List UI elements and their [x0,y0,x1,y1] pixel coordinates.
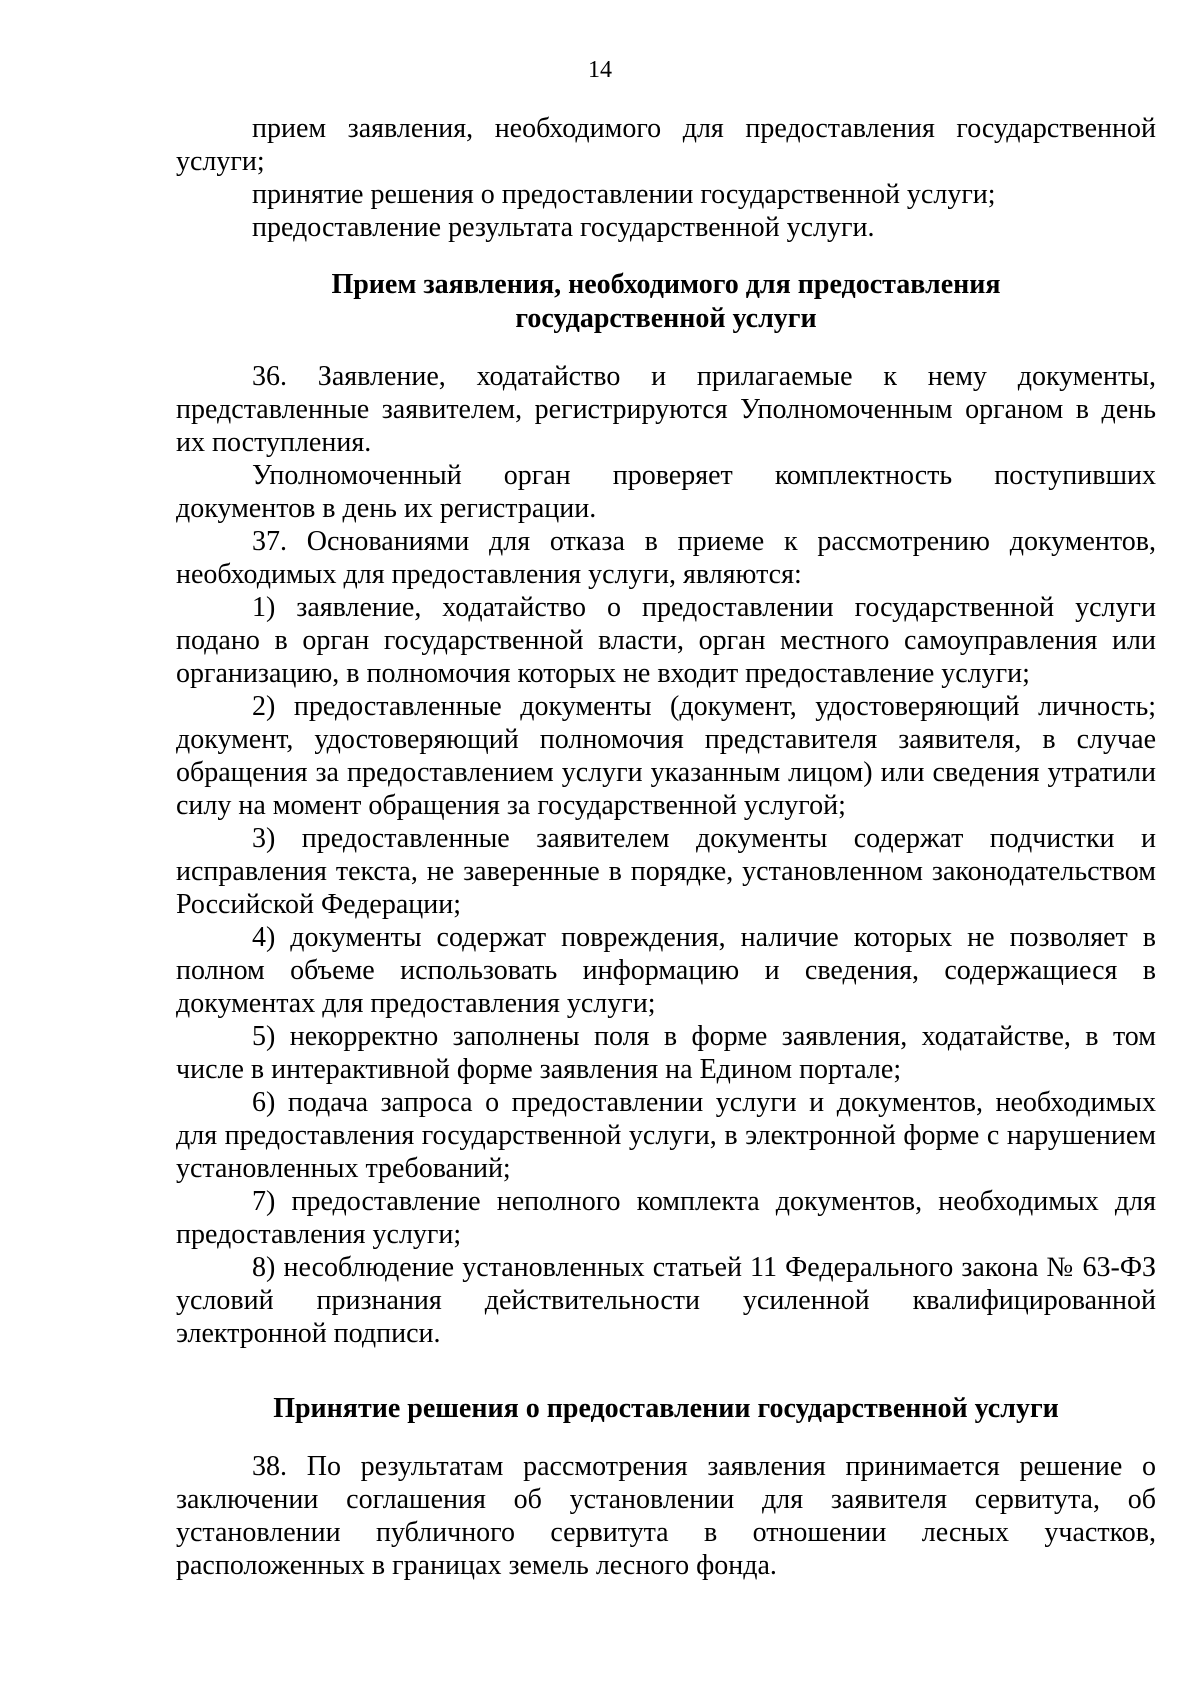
intro-paragraph-1: прием заявления, необходимого для предоставления государственной услуги; [176,113,1156,177]
intro-paragraph-2: принятие решения о предоставлении государственной услуги; [252,179,996,210]
intro-paragraph-3: предоставление результата государственной услуги. [252,212,875,243]
document-body [176,112,1156,1582]
page-number: 14 [588,57,612,83]
list-item-2: 2) предоставленные документы (документ, удостоверяющий личность; документ, удостоверяющий полномочия представителя заявителя, в случае обращения за предоставлением услуги указанным лицом) или сведения утратили силу на момент обращения за государственной услугой; [176,691,1156,821]
list-item-6: 6) подача запроса о предоставлении услуги и документов, необходимых для предоставления государственной услуги, в электронной форме с нарушением установленных требований; [176,1087,1156,1184]
list-item-5: 5) некорректно заполнены поля в форме заявления, ходатайстве, в том числе в интерактивной форме заявления на Едином портале; [176,1021,1156,1085]
spacer [176,1426,1156,1450]
paragraph-38: 38. По результатам рассмотрения заявления принимается решение о заключении соглашения об установлении для заявителя сервитута, об установлении публичного сервитута в отношении лесных участков, расположенных в границах земель лесного фонда. [176,1451,1156,1581]
paragraph-36: 36. Заявление, ходатайство и прилагаемые к нему документы, представленные заявителем, регистрируются Уполномоченным органом в день их поступления. [176,361,1156,458]
list-item-8: 8) несоблюдение установленных статьей 11 Федерального закона № 63-ФЗ условий признания действительности усиленной квалифицированной электронной подписи. [176,1252,1156,1349]
spacer [176,1350,1156,1392]
spacer [176,244,1156,268]
list-item-3: 3) предоставленные заявителем документы содержат подчистки и исправления текста, не заверенные в порядке, установленном законодательством Российской Федерации; [176,823,1156,920]
paragraph-37: 37. Основаниями для отказа в приеме к рассмотрению документов, необходимых для предоставления услуги, являются: [176,526,1156,590]
section-heading-2: Принятие решения о предоставлении государственной услуги [273,1393,1059,1424]
paragraph-36-cont: Уполномоченный орган проверяет комплектность поступивших документов в день их регистрации. [176,460,1156,524]
section-heading-line-2: государственной услуги [515,303,817,334]
list-item-4: 4) документы содержат повреждения, наличие которых не позволяет в полном объеме использовать информацию и сведения, содержащиеся в документах для предоставления услуги; [176,922,1156,1019]
list-item-7: 7) предоставление неполного комплекта документов, необходимых для предоставления услуги; [176,1186,1156,1250]
list-item-1: 1) заявление, ходатайство о предоставлении государственной услуги подано в орган государственной власти, орган местного самоуправления или организацию, в полномочия которых не входит предоставление услуги; [176,592,1156,689]
spacer [176,336,1156,360]
section-heading-line-1: Прием заявления, необходимого для предоставления [331,269,1001,300]
